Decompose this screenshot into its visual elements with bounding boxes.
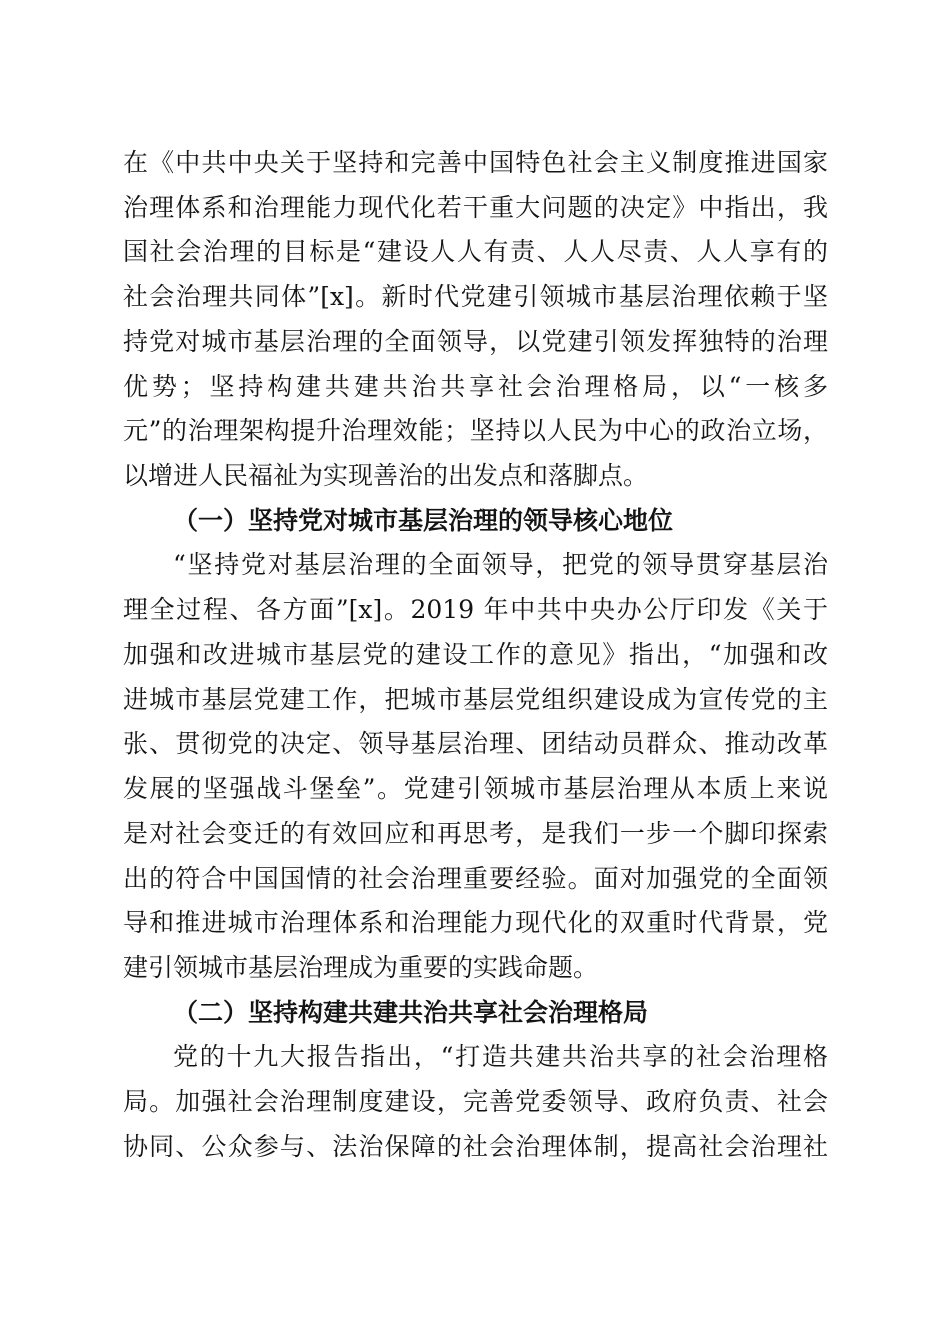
- text-line: 国社会治理的目标是“建设人人有责、人人尽责、人人享有的: [123, 237, 828, 266]
- text-line: 加强和改进城市基层党的建设工作的意见》指出，“加强和改: [123, 640, 828, 669]
- text-line: 理全过程、各方面”[x]。2019 年中共中央办公厅印发《关于: [123, 595, 828, 624]
- text-line: “坚持党对基层治理的全面领导，把党的领导贯穿基层治: [173, 550, 828, 579]
- text-line: 党的十九大报告指出，“打造共建共治共享的社会治理格: [173, 1042, 828, 1071]
- text-line: 协同、公众参与、法治保障的社会治理体制，提高社会治理社: [123, 1132, 828, 1161]
- text-line: 优势；坚持构建共建共治共享社会治理格局，以“一核多: [123, 372, 828, 401]
- text-line: 张、贯彻党的决定、领导基层治理、团结动员群众、推动改革: [123, 729, 828, 758]
- text-line: 社会治理共同体”[x]。新时代党建引领城市基层治理依赖于坚: [123, 282, 828, 311]
- text-line: 出的符合中国国情的社会治理重要经验。面对加强党的全面领: [123, 864, 828, 893]
- text-line: 元”的治理架构提升治理效能；坚持以人民为中心的政治立场，: [123, 416, 828, 445]
- text-line: 治理体系和治理能力现代化若干重大问题的决定》中指出，我: [123, 193, 828, 222]
- text-line: 以增进人民福祉为实现善治的出发点和落脚点。: [123, 461, 649, 490]
- text-line: 局。加强社会治理制度建设，完善党委领导、政府负责、社会: [123, 1087, 828, 1116]
- text-line: 进城市基层党建工作，把城市基层党组织建设成为宣传党的主: [123, 685, 828, 714]
- text-line: 导和推进城市治理体系和治理能力现代化的双重时代背景，党: [123, 908, 828, 937]
- text-line: 在《中共中央关于坚持和完善中国特色社会主义制度推进国家: [123, 148, 828, 177]
- text-line: 持党对城市基层治理的全面领导，以党建引领发挥独特的治理: [123, 327, 828, 356]
- section-heading-2: （二）坚持构建共建共治共享社会治理格局: [173, 998, 649, 1027]
- text-line: 是对社会变迁的有效回应和再思考，是我们一步一个脚印探索: [123, 819, 828, 848]
- text-line: 发展的坚强战斗堡垒”。党建引领城市基层治理从本质上来说: [123, 774, 828, 803]
- section-heading-1: （一）坚持党对城市基层治理的领导核心地位: [173, 506, 674, 535]
- text-line: 建引领城市基层治理成为重要的实践命题。: [123, 953, 599, 982]
